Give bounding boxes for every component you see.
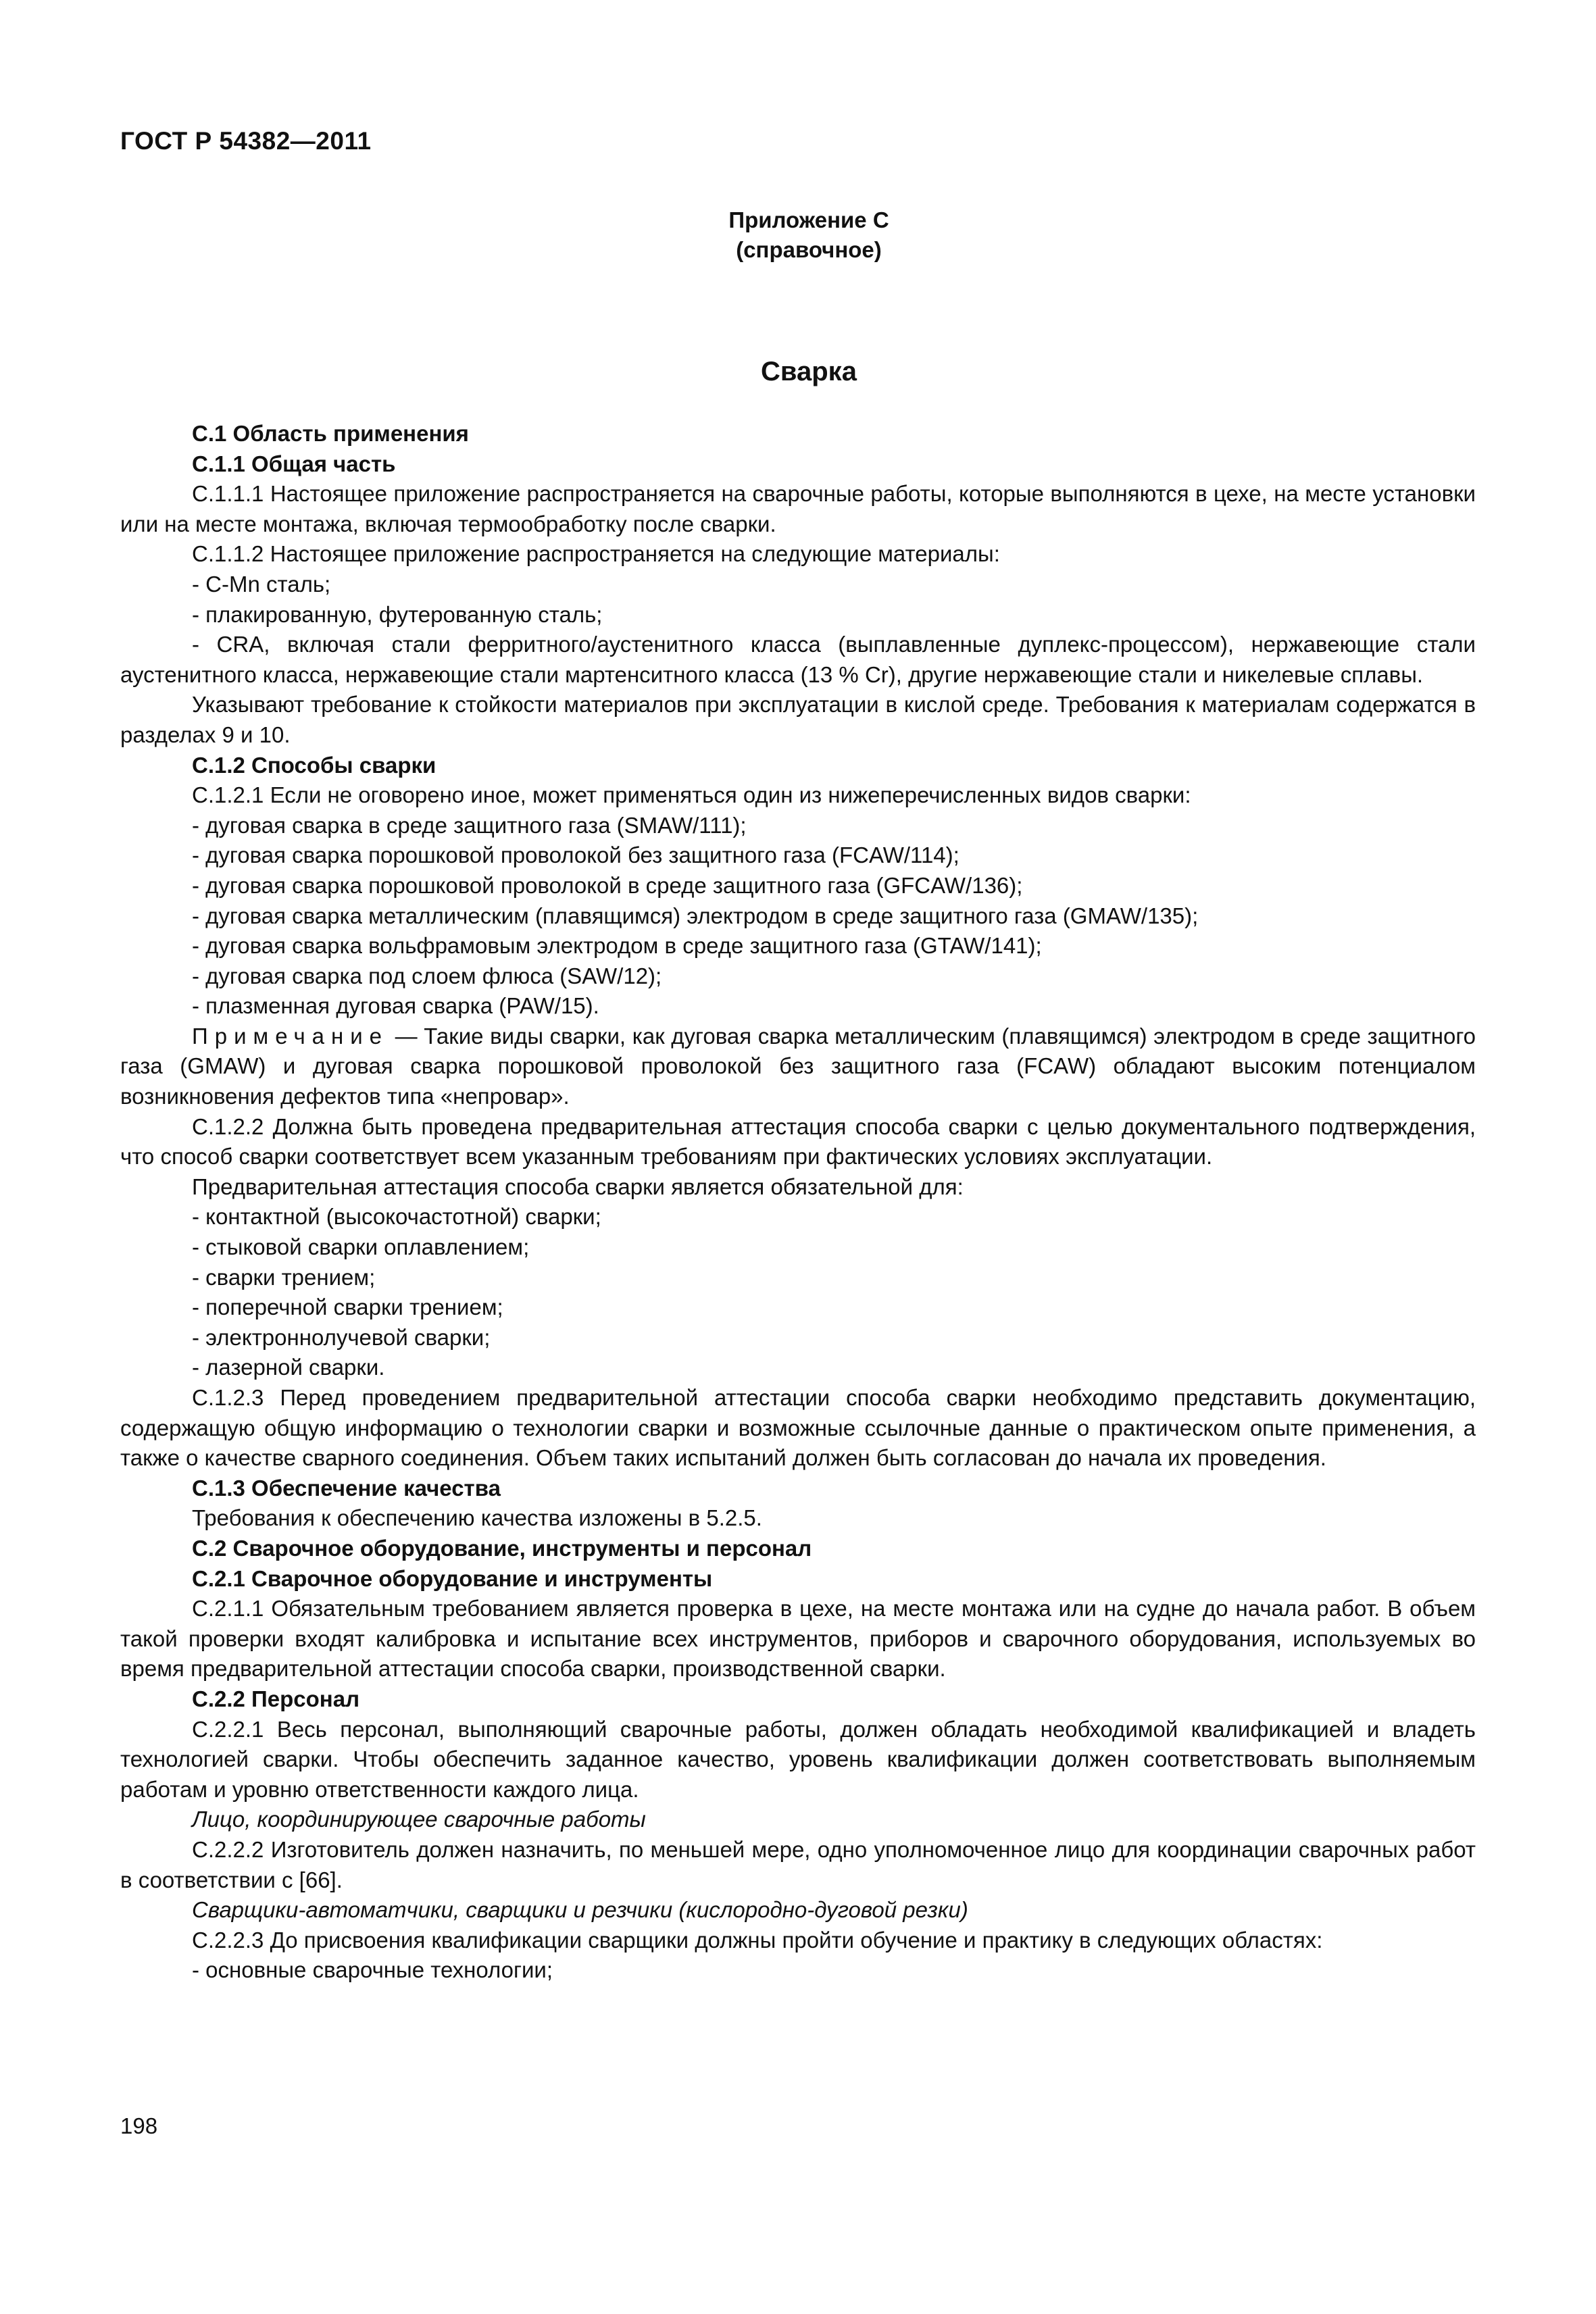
paragraph-c1-1-2: С.1.1.2 Настоящее приложение распространяется на следующие материалы: [192,541,1000,567]
paragraph-c1-2-3: С.1.2.3 Перед проведением предварительной аттестации способа сварки необходимо представить документацию, содержащую общую информацию о технологии сварки и возможные ссылочные данные о практическом опыте применения, а также о качестве сварного соединения. Объем таких испытаний должен быть согласован до начала их проведения. [120,1385,1476,1471]
document-code: ГОСТ Р 54382—2011 [120,127,372,155]
annex-title: Приложение С [728,207,889,232]
page-number: 198 [120,2113,158,2138]
paragraph-c2-2-3: С.2.2.3 До присвоения квалификации сварщики должны пройти обучение и практику в следующих областях: [192,1927,1323,1953]
welding-process-item: - дуговая сварка в среде защитного газа (SMAW/111); [192,812,747,838]
paragraph-c2-1-1: С.2.1.1 Обязательным требованием является проверка в цехе, на месте монтажа или на судне до начала работ. В объем такой проверки входят калибровка и испытание всех инструментов, приборов и сварочного оборудования, используемых во время предварительной аттестации способа сварки, производственной сварки. [120,1596,1476,1682]
welding-process-item: - плазменная дуговая сварка (PAW/15). [192,993,599,1019]
welding-process-item: - дуговая сварка под слоем флюса (SAW/12); [192,963,662,988]
paragraph-mandatory-qualification: Предварительная аттестация способа сварки является обязательной для: [192,1174,964,1199]
welding-process-item: - дуговая сварка вольфрамовым электродом в среде защитного газа (GTAW/141); [192,933,1042,959]
heading-c1-2: С.1.2 Способы сварки [192,752,437,778]
qualification-list-item: - лазерной сварки. [192,1355,385,1380]
heading-c1-3: С.1.3 Обеспечение качества [192,1475,501,1501]
paragraph-c1-1-1: С.1.1.1 Настоящее приложение распространяется на сварочные работы, которые выполняются в цехе, на месте установки или на месте монтажа, включая термообработку после сварки. [120,481,1476,536]
qualification-list-item: - электроннолучевой сварки; [192,1324,491,1350]
qualification-list-item: - сварки трением; [192,1264,376,1290]
paragraph-c1-2-1: С.1.2.1 Если не оговорено иное, может применяться один из нижеперечисленных видов сварки: [192,782,1191,808]
body-text [120,419,1476,1986]
materials-list-item: - плакированную, футерованную сталь; [192,601,603,627]
paragraph-c2-2-1: С.2.2.1 Весь персонал, выполняющий сварочные работы, должен обладать необходимой квалификацией и владеть технологией сварки. Чтобы обеспечить заданное качество, уровень квалификации должен соответствовать выполняемым работам и уровню ответственности каждого лица. [120,1716,1476,1802]
note [120,1022,1476,1112]
qualification-list-item: - стыковой сварки оплавлением; [192,1234,530,1260]
materials-list-item: - CRA, включая стали ферритного/аустенитного класса (выплавленные дуплекс-процессом), нержавеющие стали аустенитного класса, нержавеющие стали мартенситного класса (13 % Cr), другие нержавеющие стали и никелевые сплавы. [120,632,1476,687]
heading-c2: С.2 Сварочное оборудование, инструменты и персонал [192,1535,812,1561]
welding-process-item: - дуговая сварка порошковой проволокой в среде защитного газа (GFCAW/136); [192,872,1023,898]
note-text: — Такие виды сварки, как дуговая сварка металлическим (плавящимся) электродом в среде защитного газа (GMAW) и дуговая сварка порошковой проволокой без защитного газа (FCAW) обладают высоким потенциалом возникновения дефектов типа «непровар». [120,1023,1476,1109]
heading-c2-2: С.2.2 Персонал [192,1686,360,1711]
subheading-welders: Сварщики-автоматчики, сварщики и резчики (кислородно-дуговой резки) [192,1897,968,1923]
annex-status: (справочное) [736,237,882,262]
paragraph-c1-3: Требования к обеспечению качества изложены в 5.2.5. [192,1505,762,1531]
paragraph-c1-2-2: С.1.2.2 Должна быть проведена предварительная аттестация способа сварки с целью документального подтверждения, что способ сварки соответствует всем указанным требованиям при фактических условиях эксплуатации. [120,1113,1476,1169]
paragraph-acid-service: Указывают требование к стойкости материалов при эксплуатации в кислой среде. Требования к материалам содержатся в разделах 9 и 10. [120,692,1476,747]
note-label: Примечание [192,1023,389,1049]
welding-process-item: - дуговая сварка металлическим (плавящимся) электродом в среде защитного газа (GMAW/135); [192,903,1199,928]
materials-list-item: - C-Mn сталь; [192,571,331,597]
heading-c1-1: С.1.1 Общая часть [192,451,396,476]
qualification-list-item: - поперечной сварки трением; [192,1294,503,1320]
paragraph-c2-2-2: С.2.2.2 Изготовитель должен назначить, по меньшей мере, одно уполномоченное лицо для координации сварочных работ в соответствии с [66]. [120,1836,1476,1892]
heading-c2-1: С.2.1 Сварочное оборудование и инструменты [192,1565,713,1591]
welding-process-item: - дуговая сварка порошковой проволокой без защитного газа (FCAW/114); [192,842,959,868]
subheading-coordinator: Лицо, координирующее сварочные работы [192,1807,646,1832]
training-list-item: - основные сварочные технологии; [192,1957,553,1983]
section-title: Сварка [761,357,857,386]
qualification-list-item: - контактной (высокочастотной) сварки; [192,1204,601,1230]
heading-c1: С.1 Область применения [192,421,469,446]
